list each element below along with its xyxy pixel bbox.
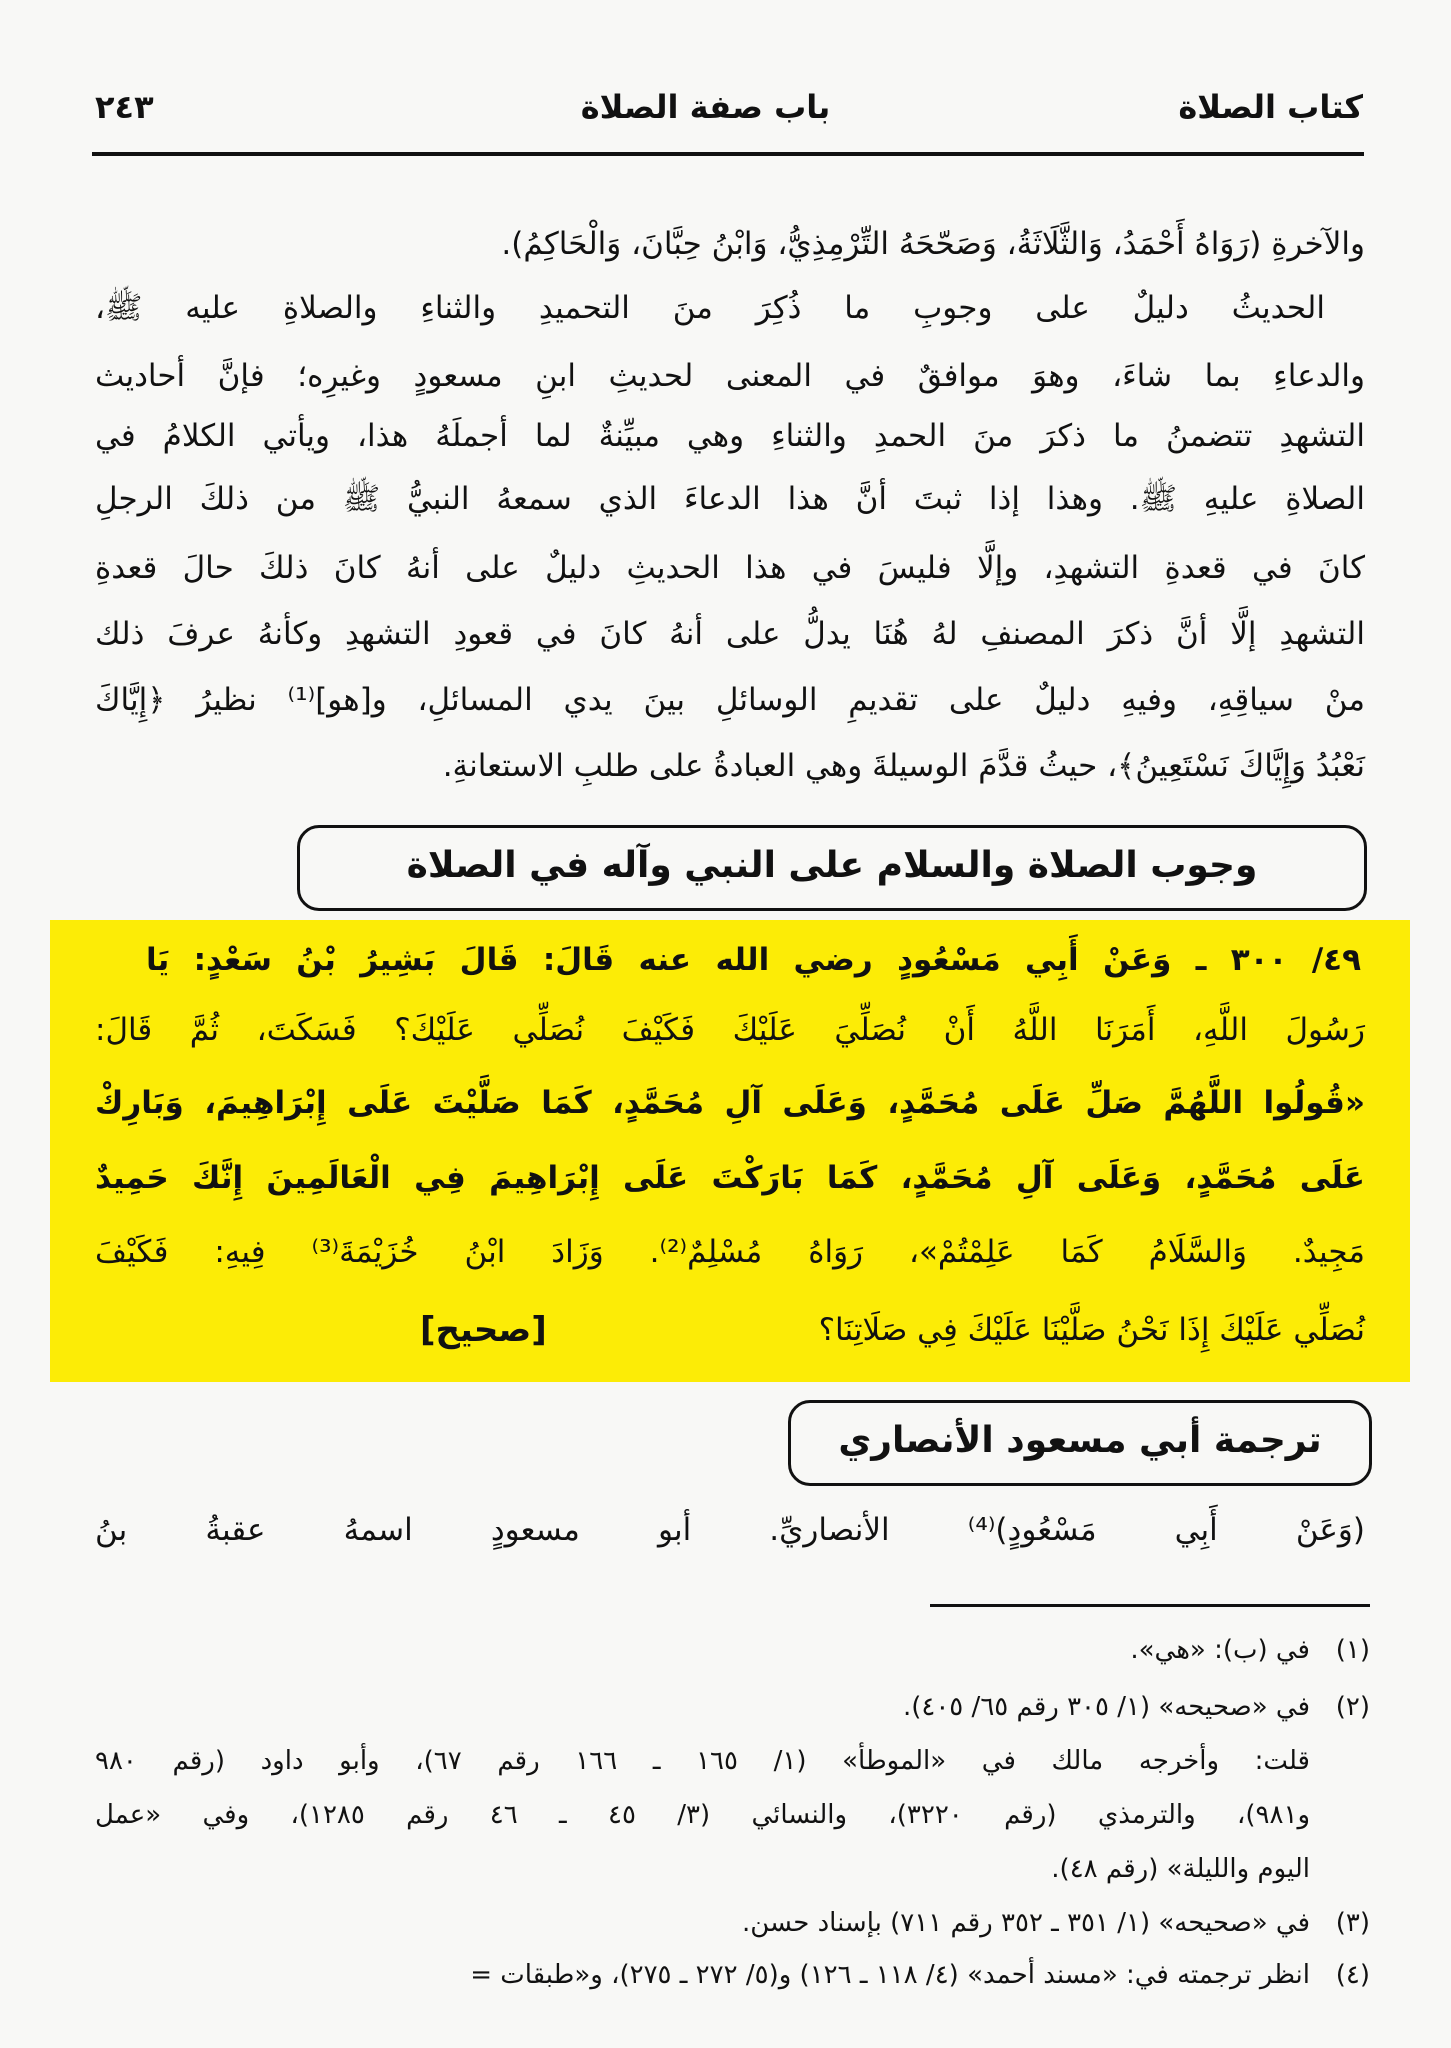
chapter-title: باب صفة الصلاة bbox=[580, 88, 831, 126]
body-line: كانَ في قعدةِ التشهدِ، وإلَّا فليسَ في هذا الحديثِ دليلٌ على أنهُ كانَ ذلكَ حالَ قعدةِ bbox=[95, 550, 1365, 586]
footnote-1 bbox=[95, 1625, 1370, 1675]
body-line: الحديثُ دليلٌ على وجوبِ ما ذُكِرَ منَ التحميدِ والثناءِ والصلاةِ عليه ﷺ، bbox=[95, 290, 1325, 326]
hadith-line: نُصَلِّي عَلَيْكَ إِذَا نَحْنُ صَلَّيْنَا عَلَيْكَ فِي صَلَاتِنَا؟ bbox=[818, 1312, 1365, 1348]
footnote-number: (٤) bbox=[1335, 1960, 1370, 1990]
footnote-number: (٣) bbox=[1335, 1908, 1370, 1938]
hadith-line: «قُولُوا اللَّهُمَّ صَلِّ عَلَى مُحَمَّدٍ، وَعَلَى آلِ مُحَمَّدٍ، كَمَا صَلَّيْتَ عَلَى إِبْرَاهِيمَ، وَبَارِكْ bbox=[95, 1085, 1365, 1121]
book-title: كتاب الصلاة bbox=[1178, 88, 1363, 126]
footnote-text: انظر ترجمته في: «مسند أحمد» (٤/ ١١٨ ـ ١٢٦) و(٥/ ٢٧٢ ـ ٢٧٥)، و«طبقات = bbox=[470, 1960, 1310, 1990]
footnote-2-cont: اليوم والليلة» (رقم ٤٨). bbox=[1051, 1854, 1310, 1884]
footnote-2-cont: و٩٨١)، والترمذي (رقم ٣٢٢٠)، والنسائي (٣/ ٤٥ ـ ٤٦ رقم ١٢٨٥)، وفي «عمل bbox=[95, 1800, 1310, 1830]
footnote-rule bbox=[930, 1604, 1370, 1607]
hadith-line: عَلَى مُحَمَّدٍ، وَعَلَى آلِ مُحَمَّدٍ، كَمَا بَارَكْتَ عَلَى إِبْرَاهِيمَ فِي الْعَالَمِينَ إِنَّكَ حَمِيدٌ bbox=[95, 1160, 1365, 1196]
hadith-line: ٤٩/ ٣٠٠ ـ وَعَنْ أَبِي مَسْعُودٍ رضي الله عنه قَالَ: قَالَ بَشِيرُ بْنُ سَعْدٍ: يَا bbox=[146, 942, 1361, 978]
header-rule bbox=[92, 152, 1364, 156]
body-line: والآخرةِ (رَوَاهُ أَحْمَدُ، وَالثَّلَاثَةُ، وَصَحّحَهُ التِّرْمِذِيُّ، وَابْنُ حِبَّانَ، وَالْحَاكِمُ). bbox=[501, 226, 1365, 262]
page-number: ٢٤٣ bbox=[95, 88, 154, 126]
hadith-line: مَجِيدٌ. وَالسَّلَامُ كَمَا عَلِمْتُمْ»، رَوَاهُ مُسْلِمٌ⁽²⁾. وَزَادَ ابْنُ خُزَيْمَةَ⁽³⁾ فِيهِ: فَكَيْفَ bbox=[95, 1234, 1365, 1270]
footnote-text: في (ب): «هي». bbox=[1130, 1635, 1310, 1665]
footnote-4 bbox=[70, 1950, 1370, 2000]
body-line: منْ سياقِهِ، وفيهِ دليلٌ على تقديمِ الوسائلِ بينَ يدي المسائلِ، و[هو]⁽¹⁾ نظيرُ ﴿إِيَّاكَ bbox=[95, 682, 1365, 718]
section-heading-biography: ترجمة أبي مسعود الأنصاري bbox=[788, 1400, 1372, 1486]
footnote-number: (١) bbox=[1335, 1635, 1370, 1665]
footnote-number: (٢) bbox=[1335, 1692, 1370, 1722]
footnote-text: في «صحيحه» (١/ ٣٥١ ـ ٣٥٢ رقم ٧١١) بإسناد حسن. bbox=[741, 1908, 1310, 1938]
body-line: التشهدِ تتضمنُ ما ذكرَ منَ الحمدِ والثناءِ وهي مبيِّنةٌ لما أجملَهُ هذا، ويأتي الكلامُ في bbox=[95, 418, 1365, 454]
body-line: التشهدِ إلَّا أنَّ ذكرَ المصنفِ لهُ هُنَا يدلُّ على أنهُ كانَ في قعودِ التشهدِ وكأنهُ عرفَ ذلك bbox=[95, 616, 1365, 652]
footnote-2-cont: قلت: وأخرجه مالك في «الموطأ» (١/ ١٦٥ ـ ١٦٦ رقم ٦٧)، وأبو داود (رقم ٩٨٠ bbox=[95, 1746, 1310, 1776]
footnote-text: في «صحيحه» (١/ ٣٠٥ رقم ٦٥/ ٤٠٥). bbox=[902, 1692, 1310, 1722]
footnote-3 bbox=[95, 1898, 1370, 1948]
body-line: والدعاءِ بما شاءَ، وهوَ موافقٌ في المعنى لحديثِ ابنِ مسعودٍ وغيرِه؛ فإنَّ أحاديث bbox=[95, 358, 1365, 394]
hadith-line: رَسُولَ اللَّهِ، أَمَرَنَا اللَّهُ أَنْ نُصَلِّيَ عَلَيْكَ فَكَيْفَ نُصَلِّي عَلَيْكَ؟ فَسَكَتَ، ثُمَّ قَالَ: bbox=[95, 1012, 1365, 1048]
body-line: نَعْبُدُ وَإِيَّاكَ نَسْتَعِينُ﴾، حيثُ قدَّمَ الوسيلةَ وهي العبادةُ على طلبِ الاستعانةِ. bbox=[442, 748, 1365, 784]
footnote-2 bbox=[95, 1682, 1370, 1732]
section-heading-salat-on-prophet: وجوب الصلاة والسلام على النبي وآله في الصلاة bbox=[297, 825, 1367, 911]
body-line: الصلاةِ عليهِ ﷺ. وهذا إذا ثبتَ أنَّ هذا الدعاءَ الذي سمعهُ النبيُّ ﷺ من ذلكَ الرجلِ bbox=[95, 481, 1365, 517]
bio-line: (وَعَنْ أَبِي مَسْعُودٍ)⁽⁴⁾ الأنصاريِّ. أبو مسعودٍ اسمهُ عقبةُ بنُ bbox=[95, 1512, 1365, 1548]
hadith-grade: [صحيح] bbox=[420, 1310, 547, 1350]
